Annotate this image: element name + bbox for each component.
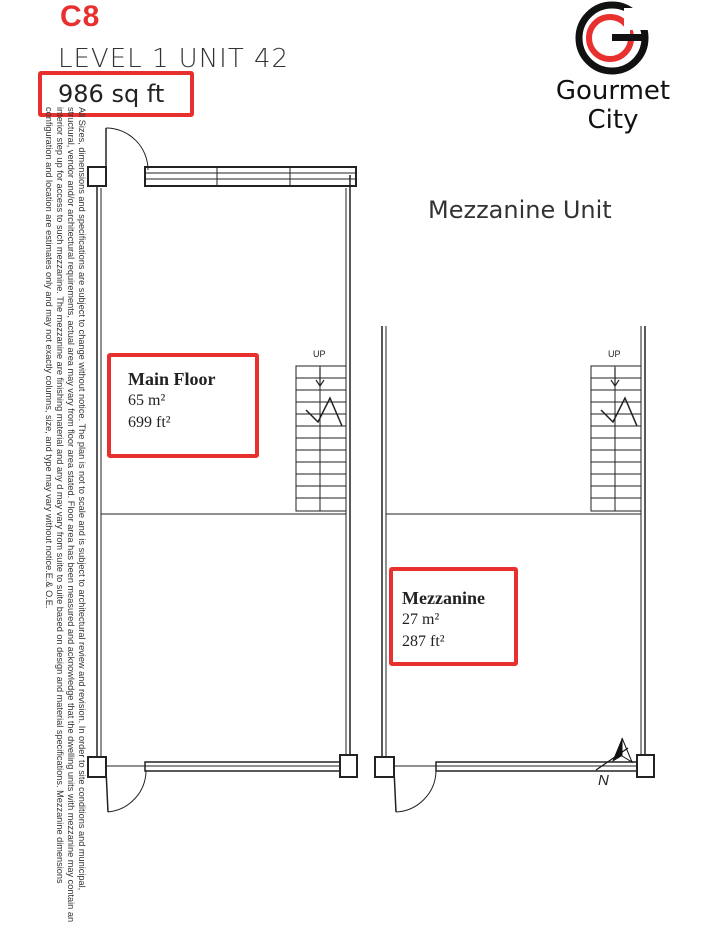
main-floor-metric: 65 m²: [128, 392, 166, 409]
mezzanine-label: [389, 567, 518, 666]
section-title: Mezzanine Unit: [428, 196, 612, 224]
mezzanine-imperial: 287 ft²: [402, 633, 445, 650]
north-label: N: [598, 772, 609, 789]
mezzanine-metric: 27 m²: [402, 611, 440, 628]
mezzanine-walls: [382, 326, 645, 770]
main-floor-label: [107, 353, 259, 458]
main-top-window: [145, 167, 356, 186]
main-floor-imperial: 699 ft²: [128, 414, 171, 431]
main-floor-title: Main Floor: [128, 369, 216, 389]
disclaimer-text: All Sizes, dimensions and specifications are subject to change without notice. The plan is not to scale and is subject to architectural review and revision. In order to site conditions and municipal, structural, vendor and/or architectural requirements, actual area may vary from floor area stated. Floor area has been measured and acknowledge that the dwelling units with mezzanine may contain an interior step up for access to such mezzanine. The mezzanine are finishing material and any d may vary from suite to suite based on design and material specifications. Mezzanine dimensions configuration and location are estimates only and may not exactly columns, size, and type may vary without notice.E.& O.E.: [44, 107, 87, 923]
mezzanine-stairs: [591, 366, 641, 511]
unit-area: 986 sq ft: [58, 80, 165, 108]
logo-word-city: City: [587, 105, 639, 135]
unit-title: LEVEL 1 UNIT 42: [58, 44, 290, 74]
stairs-up-label-main: UP: [313, 349, 326, 359]
mezzanine-title: Mezzanine: [402, 588, 485, 608]
main-bottom-window: [88, 755, 357, 812]
main-floor-walls: [97, 175, 350, 770]
stairs-up-label-mezzanine: UP: [608, 349, 621, 359]
unit-code: C8: [60, 0, 101, 33]
north-arrow-icon: [596, 738, 632, 770]
main-stairs: [296, 366, 346, 511]
main-top-door: [88, 128, 148, 186]
logo-word-gourmet: Gourmet: [555, 76, 671, 106]
mezzanine-bottom-window: [375, 755, 654, 812]
